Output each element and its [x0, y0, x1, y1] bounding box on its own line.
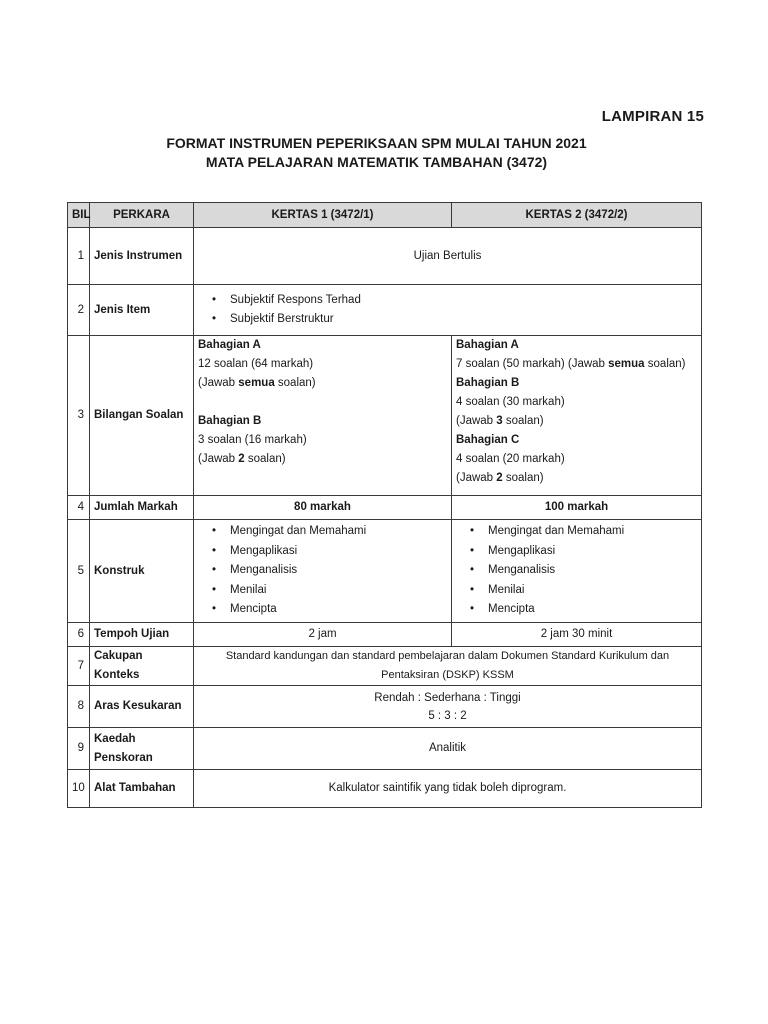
konstruk-kertas-2 — [452, 520, 702, 623]
difficulty-ratio: 5 : 3 : 2 — [428, 709, 467, 722]
appendix-label: LAMPIRAN 15 — [601, 108, 704, 125]
list-item: • Mengaplikasi — [212, 542, 447, 562]
jumlah-markah-kertas-1: 80 markah — [194, 496, 452, 520]
kaedah-penskoran-value: Analitik — [194, 728, 702, 770]
list-item: • Mengaplikasi — [470, 542, 697, 562]
row-perkara: Alat Tambahan — [90, 770, 194, 808]
row-perkara: Aras Kesukaran — [90, 686, 194, 728]
row-perkara: Jenis Item — [90, 285, 194, 336]
row-number: 5 — [68, 520, 90, 623]
list-item: • Menganalisis — [212, 561, 447, 581]
tempoh-ujian-kertas-2: 2 jam 30 minit — [452, 623, 702, 647]
list-item: • Subjektif Respons Terhad — [212, 291, 697, 311]
section-line: 4 soalan (20 markah) — [456, 453, 565, 465]
jumlah-markah-kertas-2: 100 markah — [452, 496, 702, 520]
jenis-instrumen-value: Ujian Bertulis — [194, 228, 702, 285]
row-number: 4 — [68, 496, 90, 520]
section-title: Bahagian B — [456, 377, 520, 389]
row-perkara: Jumlah Markah — [90, 496, 194, 520]
header-perkara: PERKARA — [90, 203, 194, 228]
table-row — [68, 623, 702, 647]
section-line: 12 soalan (64 markah) — [198, 358, 314, 370]
section-line: (Jawab 2 soalan) — [456, 472, 544, 484]
section-line: 4 soalan (30 markah) — [456, 396, 565, 408]
table-row — [68, 496, 702, 520]
row-number: 8 — [68, 686, 90, 728]
header-kertas-2: KERTAS 2 (3472/2) — [452, 203, 702, 228]
document-title — [0, 134, 768, 172]
row-number: 2 — [68, 285, 90, 336]
section-line: (Jawab 3 soalan) — [456, 415, 544, 427]
header-kertas-1: KERTAS 1 (3472/1) — [194, 203, 452, 228]
table-row — [68, 770, 702, 808]
table-row — [68, 285, 702, 336]
section-line: 7 soalan (50 markah) (Jawab semua soalan) — [456, 358, 686, 370]
table-row — [68, 686, 702, 728]
list-item: • Menilai — [212, 581, 447, 601]
table-row — [68, 647, 702, 686]
row-perkara: Cakupan Konteks — [90, 647, 194, 686]
row-perkara: Tempoh Ujian — [90, 623, 194, 647]
section-title: Bahagian C — [456, 434, 520, 446]
header-bil: BIL — [68, 203, 90, 228]
list-item: • Menganalisis — [470, 561, 697, 581]
bilangan-soalan-kertas-2 — [452, 336, 702, 496]
alat-tambahan-value: Kalkulator saintifik yang tidak boleh diprogram. — [194, 770, 702, 808]
cakupan-konteks-value: Standard kandungan dan standard pembelajaran dalam Dokumen Standard Kurikulum dan Pentaksiran (DSKP) KSSM — [194, 647, 702, 686]
title-line-1: FORMAT INSTRUMEN PEPERIKSAAN SPM MULAI TAHUN 2021 — [166, 135, 587, 151]
table-row — [68, 336, 702, 496]
list-item: • Subjektif Berstruktur — [212, 310, 697, 330]
table-header-row — [68, 203, 702, 228]
list-item: • Menilai — [470, 581, 697, 601]
title-line-2: MATA PELAJARAN MATEMATIK TAMBAHAN (3472) — [205, 154, 548, 170]
tempoh-ujian-kertas-1: 2 jam — [194, 623, 452, 647]
section-line: (Jawab 2 soalan) — [198, 453, 286, 465]
row-perkara: Jenis Instrumen — [90, 228, 194, 285]
row-number: 6 — [68, 623, 90, 647]
section-line: 3 soalan (16 markah) — [198, 434, 307, 446]
list-item: • Mengingat dan Memahami — [470, 522, 697, 542]
section-title: Bahagian B — [198, 415, 262, 427]
difficulty-levels: Rendah : Sederhana : Tinggi — [374, 691, 521, 704]
row-perkara: Bilangan Soalan — [90, 336, 194, 496]
bilangan-soalan-kertas-1 — [194, 336, 452, 496]
row-perkara: Kaedah Penskoran — [90, 728, 194, 770]
section-title: Bahagian A — [456, 339, 519, 351]
row-number: 1 — [68, 228, 90, 285]
row-perkara: Konstruk — [90, 520, 194, 623]
row-number: 3 — [68, 336, 90, 496]
table-row — [68, 228, 702, 285]
section-line: (Jawab semua soalan) — [198, 377, 316, 389]
list-item: • Mencipta — [470, 600, 697, 620]
exam-format-table — [67, 202, 702, 808]
table-row — [68, 520, 702, 623]
table-row — [68, 728, 702, 770]
konstruk-kertas-1 — [194, 520, 452, 623]
section-title: Bahagian A — [198, 339, 261, 351]
list-item: • Mengingat dan Memahami — [212, 522, 447, 542]
jenis-item-value — [194, 285, 702, 336]
aras-kesukaran-value — [194, 686, 702, 728]
row-number: 9 — [68, 728, 90, 770]
row-number: 10 — [68, 770, 90, 808]
row-number: 7 — [68, 647, 90, 686]
list-item: • Mencipta — [212, 600, 447, 620]
